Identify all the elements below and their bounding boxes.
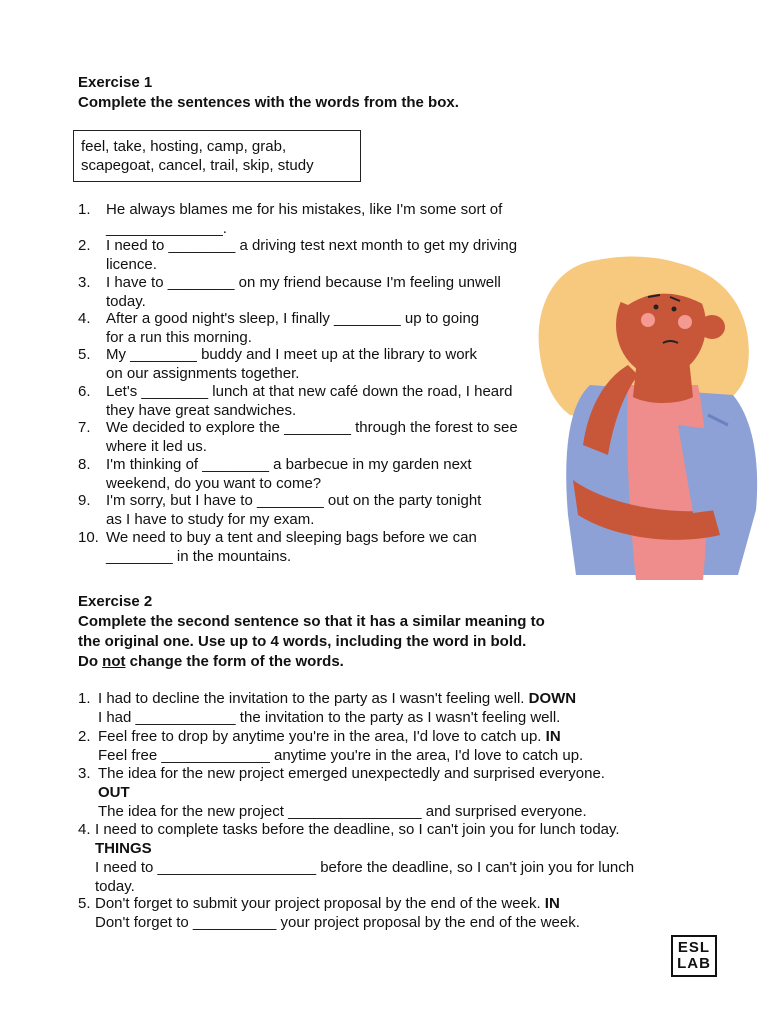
exercise2-sentence: I had to decline the invitation to the party as I wasn't feeling well. xyxy=(98,690,525,707)
exercise1-item-text: Let's ________ lunch at that new café down the road, I heard they have great sandwiches. xyxy=(106,383,513,419)
exercise1-item-text: I have to ________ on my friend because I'm feeling unwell today. xyxy=(106,274,501,310)
exercise2-answer: The idea for the new project ________________ and surprised everyone. xyxy=(98,803,587,820)
thinking-girl-illustration xyxy=(528,255,760,580)
exercise1-item-text: We decided to explore the ________ through the forest to see where it led us. xyxy=(106,419,518,455)
exercise1-item-text: After a good night's sleep, I finally ________ up to going for a run this morning. xyxy=(106,310,480,346)
exercise1-item: 2. I need to ________ a driving test next month to get my driving licence. xyxy=(78,237,528,274)
esl-lab-logo: ESL LAB xyxy=(671,935,717,977)
exercise1-item-text: I need to ________ a driving test next month to get my driving licence. xyxy=(106,237,518,273)
exercise2-answer: I had ____________ the invitation to the party as I wasn't feeling well. xyxy=(98,709,561,726)
exercise1-item: 1. He always blames me for his mistakes, like I'm some sort of ______________. xyxy=(78,201,528,238)
exercise1-item-text: I'm thinking of ________ a barbecue in my garden next weekend, do you want to come? xyxy=(106,456,472,492)
exercise2-answer: Feel free _____________ anytime you're in the area, I'd love to catch up. xyxy=(98,747,584,764)
exercise2-sentence: The idea for the new project emerged unexpectedly and surprised everyone. xyxy=(98,765,605,782)
exercise1-item-text: We need to buy a tent and sleeping bags before we can ________ in the mountains. xyxy=(106,529,477,565)
word-box-line: feel, take, hosting, camp, grab, xyxy=(81,138,287,155)
word-box-line: scapegoat, cancel, trail, skip, study xyxy=(81,157,314,174)
exercise1-item: 9. I'm sorry, but I have to ________ out on the party tonight as I have to study for my exam. xyxy=(78,492,528,529)
exercise1-item: 8. I'm thinking of ________ a barbecue in my garden next weekend, do you want to come? xyxy=(78,456,528,493)
exercise2-instruction: Complete the second sentence so that it has a similar meaning to the original one. Use up to 4 words, including the word in bold. Do not change the form of the words. xyxy=(78,613,545,670)
exercise1-item: 4. After a good night's sleep, I finally ________ up to going for a run this morning. xyxy=(78,310,528,347)
exercise2-sentence: Don't forget to submit your project proposal by the end of the week. xyxy=(95,895,541,912)
exercise2-keyword: IN xyxy=(544,895,560,912)
exercise2-item: 4. I need to complete tasks before the deadline, so I can't join you for lunch today. THINGS I need to ___________________ before the deadline, so I can't join you for lunch today. xyxy=(78,820,658,896)
exercise2-heading: Exercise 2 xyxy=(78,593,153,610)
exercise1-item: 10. We need to buy a tent and sleeping bags before we can ________ in the mountains. xyxy=(78,529,528,566)
exercise2-item: 2. Feel free to drop by anytime you're in the area, I'd love to catch up. IN Feel free _____________ anytime you're in the area, I'd love to catch up. xyxy=(78,727,658,765)
not-underlined: not xyxy=(102,653,126,670)
exercise1-item-text: My ________ buddy and I meet up at the library to work on our assignments together. xyxy=(106,346,478,382)
exercise1-item: 3. I have to ________ on my friend because I'm feeling unwell today. xyxy=(78,274,528,311)
exercise1-item: 5. My ________ buddy and I meet up at the library to work on our assignments together. xyxy=(78,346,528,383)
exercise2-keyword: THINGS xyxy=(95,840,152,857)
eye-shape xyxy=(672,307,677,312)
eye-shape xyxy=(654,305,659,310)
exercise1-item: 6. Let's ________ lunch at that new café down the road, I heard they have great sandwiches. xyxy=(78,383,528,420)
exercise1-item-text: He always blames me for his mistakes, like I'm some sort of ______________. xyxy=(106,201,503,237)
exercise1-item: 7. We decided to explore the ________ through the forest to see where it led us. xyxy=(78,419,528,456)
exercise2-item: 1. I had to decline the invitation to the party as I wasn't feeling well. DOWN I had ____________ the invitation to the party as I wasn't feeling well. xyxy=(78,689,658,727)
exercise1-heading: Exercise 1 xyxy=(78,74,153,91)
exercise2-sentence: Feel free to drop by anytime you're in the area, I'd love to catch up. xyxy=(98,728,542,745)
exercise2-keyword: DOWN xyxy=(528,690,577,707)
cheek-shape xyxy=(641,313,655,327)
cheek-shape xyxy=(678,315,692,329)
word-box xyxy=(73,130,361,182)
exercise2-item: 5. Don't forget to submit your project proposal by the end of the week. IN Don't forget to __________ your project proposal by the end of the week. xyxy=(78,894,658,932)
exercise2-answer: Don't forget to __________ your project proposal by the end of the week. xyxy=(95,914,580,931)
exercise2-keyword: IN xyxy=(545,728,561,745)
exercise1-instruction: Complete the sentences with the words from the box. xyxy=(78,94,459,111)
exercise2-answer: I need to ___________________ before the deadline, so I can't join you for lunch today. xyxy=(95,859,635,895)
exercise1-item-text: I'm sorry, but I have to ________ out on the party tonight as I have to study for my exam. xyxy=(106,492,482,528)
exercise2-item: 3. The idea for the new project emerged unexpectedly and surprised everyone. OUT The idea for the new project ________________ and surprised everyone. xyxy=(78,764,608,821)
exercise2-keyword: OUT xyxy=(98,784,130,801)
exercise2-sentence: I need to complete tasks before the deadline, so I can't join you for lunch today. xyxy=(95,821,620,838)
ear-shape xyxy=(699,315,725,339)
